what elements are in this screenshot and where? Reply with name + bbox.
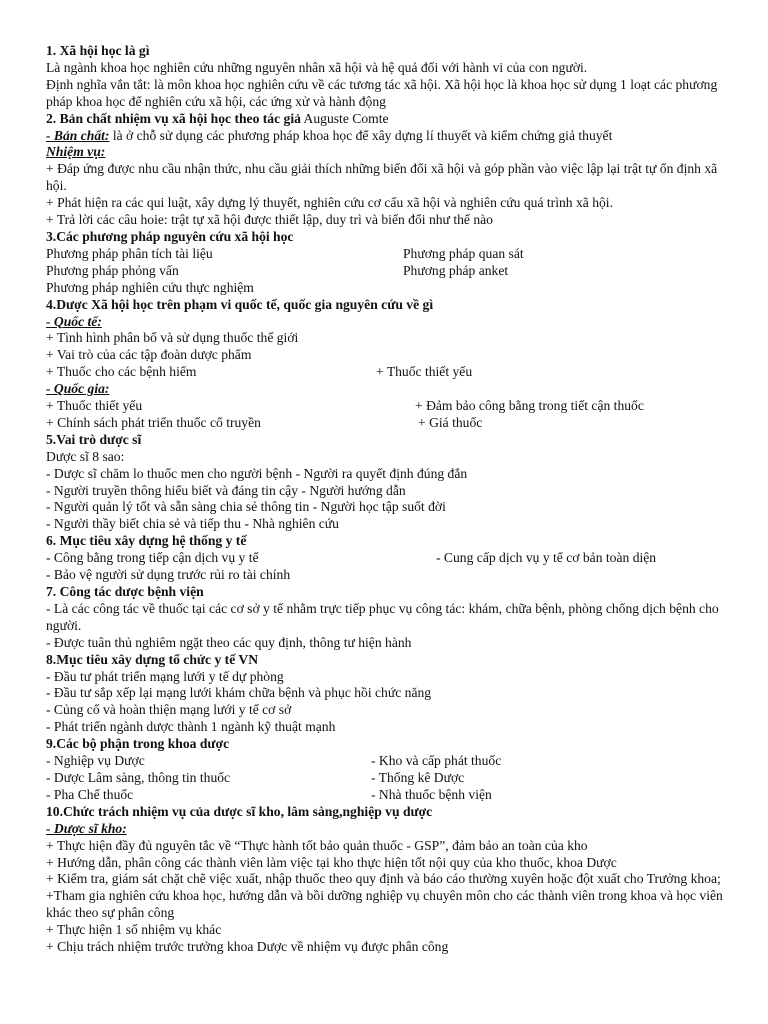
organization-goal-item: - Đầu tư sắp xếp lại mạng lưới khám chữa bệnh và phục hồi chức năng xyxy=(46,685,432,701)
method-item: Phương pháp phân tích tài liệu xyxy=(46,245,213,261)
quoc-te-row xyxy=(46,364,726,381)
organization-goal-item: - Phát triển ngành dược thành 1 ngành kỹ thuật mạnh xyxy=(46,719,336,735)
ban-chat-label: - Bản chất: xyxy=(46,127,110,143)
goal-item: - Bảo vệ người sử dụng trước rủi ro tài chính xyxy=(46,567,291,583)
section-10-heading: 10.Chức trách nhiệm vụ của dược sĩ kho, lâm sàng,nghiệp vụ dược xyxy=(46,803,433,819)
section-4-heading: 4.Dược Xã hội học trên phạm vi quốc tế, quốc gia nguyên cứu về gì xyxy=(46,296,434,312)
quoc-te-item: + Thuốc thiết yếu xyxy=(376,364,473,380)
warehouse-duty-item: + Kiểm tra, giám sát chặt chẽ việc xuất, nhập thuốc theo quy định và báo cáo thường xuyên hoặc đột xuất cho Trưởng khoa; xyxy=(46,871,721,887)
method-item: Phương pháp anket xyxy=(403,262,509,278)
nhiem-vu-item: + Trả lời các câu hoie: trật tự xã hội được thiết lập, duy trì và biến đổi như thế nào xyxy=(46,212,493,228)
department-item: - Thống kê Dược xyxy=(371,769,465,785)
section-1-heading: 1. Xã hội học là gì xyxy=(46,43,150,58)
section-2-author: Auguste Comte xyxy=(300,110,389,126)
quoc-gia-label-line xyxy=(46,381,726,398)
section-1-short-definition: Định nghĩa vắn tắt: là môn khoa học nghiên cứu về các tương tác xã hội. Xã hội học là khoa học sử dụng 1 loạt các phương pháp khoa học để nghiên cứu xã hội, các ứng xử và hành động xyxy=(46,76,718,109)
goal-row xyxy=(46,550,726,567)
quoc-gia-item: + Đảm bảo công bằng trong tiết cận thuốc xyxy=(415,398,644,414)
ban-chat-text: là ở chỗ sử dụng các phương pháp khoa học để xây dựng lí thuyết và kiểm chứng giả thuyết xyxy=(109,127,613,143)
quoc-gia-item: + Giá thuốc xyxy=(418,414,483,430)
nhiem-vu-label: Nhiệm vụ: xyxy=(46,144,106,160)
quoc-gia-item: + Chính sách phát triển thuốc cổ truyền xyxy=(46,414,261,430)
organization-goal-item: - Củng cố và hoàn thiện mạng lưới y tế cơ sở xyxy=(46,702,292,718)
section-2-ban-chat-line xyxy=(46,128,726,145)
organization-goal-item: - Đầu tư phát triển mạng lưới y tế dự phòng xyxy=(46,668,284,684)
hospital-pharmacy-item: - Là các công tác về thuốc tại các cơ sở y tế nhằm trực tiếp phục vụ công tác: khám, chữa bệnh, phòng chống dịch bệnh cho người. xyxy=(46,600,719,633)
department-row xyxy=(46,753,726,770)
role-item: - Người quản lý tốt và sẵn sàng chia sẻ thông tin - Người học tập suốt đời xyxy=(46,499,446,515)
duoc-si-kho-label: - Dược sĩ kho: xyxy=(46,820,127,836)
section-6-heading: 6. Mục tiêu xây dựng hệ thống y tế xyxy=(46,533,247,549)
section-7-heading: 7. Công tác dược bệnh viện xyxy=(46,584,204,599)
quoc-gia-label: - Quốc gia: xyxy=(46,381,110,397)
method-row xyxy=(46,263,726,280)
quoc-te-label: - Quốc tế: xyxy=(46,313,102,329)
goal-item: - Công bằng trong tiếp cận dịch vụ y tế xyxy=(46,550,259,566)
role-item: - Người truyền thông hiểu biết và đáng tin cậy - Người hướng dẫn xyxy=(46,482,406,498)
nhiem-vu-item: + Phát hiện ra các qui luật, xây dựng lý thuyết, nghiên cứu cơ cấu xã hội và nghiên cứu quá trình xã hội. xyxy=(46,195,613,211)
section-8-heading: 8.Mục tiêu xây dựng tổ chức y tế VN xyxy=(46,651,259,667)
warehouse-duty-item: + Thực hiện 1 số nhiệm vụ khác xyxy=(46,922,222,938)
method-item: Phương pháp quan sát xyxy=(403,245,524,261)
department-item: - Nghiệp vụ Dược xyxy=(46,753,145,769)
quoc-gia-row xyxy=(46,398,726,415)
department-row xyxy=(46,787,726,804)
department-item: - Pha Chế thuốc xyxy=(46,786,134,802)
method-item: Phương pháp phỏng vấn xyxy=(46,262,179,278)
duoc-si-kho-label-line xyxy=(46,821,726,838)
section-3-heading: 3.Các phương pháp nguyên cứu xã hội học xyxy=(46,228,294,244)
quoc-te-item: + Vai trò của các tập đoàn dược phẩm xyxy=(46,347,252,363)
hospital-pharmacy-item: - Được tuân thủ nghiêm ngặt theo các quy định, thông tư hiện hành xyxy=(46,634,412,650)
quoc-gia-item: + Thuốc thiết yếu xyxy=(46,398,143,414)
warehouse-duty-item: +Tham gia nghiên cứu khoa học, hướng dẫn và bồi dưỡng nghiệp vụ chuyên môn cho các thành viên trong khoa và học viên khác theo sự phân công xyxy=(46,888,723,921)
section-1-definition: Là ngành khoa học nghiên cứu những nguyên nhân xã hội và hệ quả đối với hành vi của con người. xyxy=(46,59,588,75)
quoc-te-item: + Thuốc cho các bệnh hiếm xyxy=(46,364,197,380)
method-row xyxy=(46,246,726,263)
quoc-gia-row xyxy=(46,415,726,432)
department-item: - Dược Lâm sàng, thông tin thuốc xyxy=(46,769,231,785)
department-item: - Kho và cấp phát thuốc xyxy=(371,753,502,769)
department-row xyxy=(46,770,726,787)
quoc-te-label-line xyxy=(46,314,726,331)
quoc-te-item: + Tình hình phân bố và sử dụng thuốc thế giới xyxy=(46,330,299,346)
section-2-heading: 2. Bản chất nhiệm vụ xã hội học theo tác giả xyxy=(46,110,301,126)
goal-item: - Cung cấp dịch vụ y tế cơ bản toàn diện xyxy=(436,550,657,566)
department-item: - Nhà thuốc bệnh viện xyxy=(371,786,492,802)
warehouse-duty-item: + Thực hiện đầy đủ nguyên tắc về “Thực hành tốt bảo quản thuốc - GSP”, đảm bảo an toàn của kho xyxy=(46,837,588,853)
role-item: - Người thầy biết chia sẻ và tiếp thu - Nhà nghiên cứu xyxy=(46,516,339,532)
method-item: Phương pháp nghiên cứu thực nghiệm xyxy=(46,279,254,295)
section-5-intro: Dược sĩ 8 sao: xyxy=(46,448,125,464)
warehouse-duty-item: + Hướng dẫn, phân công các thành viên làm việc tại kho thực hiện tốt nội quy của kho thuốc, khoa Dược xyxy=(46,854,617,870)
nhiem-vu-item: + Đáp ứng được nhu cầu nhận thức, nhu cầu giải thích những biến đổi xã hội và góp phần vào việc lập lại trật tự ổn định xã hội. xyxy=(46,161,718,194)
warehouse-duty-item: + Chịu trách nhiệm trước trưởng khoa Dược về nhiệm vụ được phân công xyxy=(46,939,449,955)
role-item: - Dược sĩ chăm lo thuốc men cho người bệnh - Người ra quyết định đúng đắn xyxy=(46,465,468,481)
document-page xyxy=(46,43,726,956)
section-9-heading: 9.Các bộ phận trong khoa dược xyxy=(46,736,230,752)
section-5-heading: 5.Vai trò dược sĩ xyxy=(46,431,142,447)
section-2-heading-line xyxy=(46,111,726,128)
